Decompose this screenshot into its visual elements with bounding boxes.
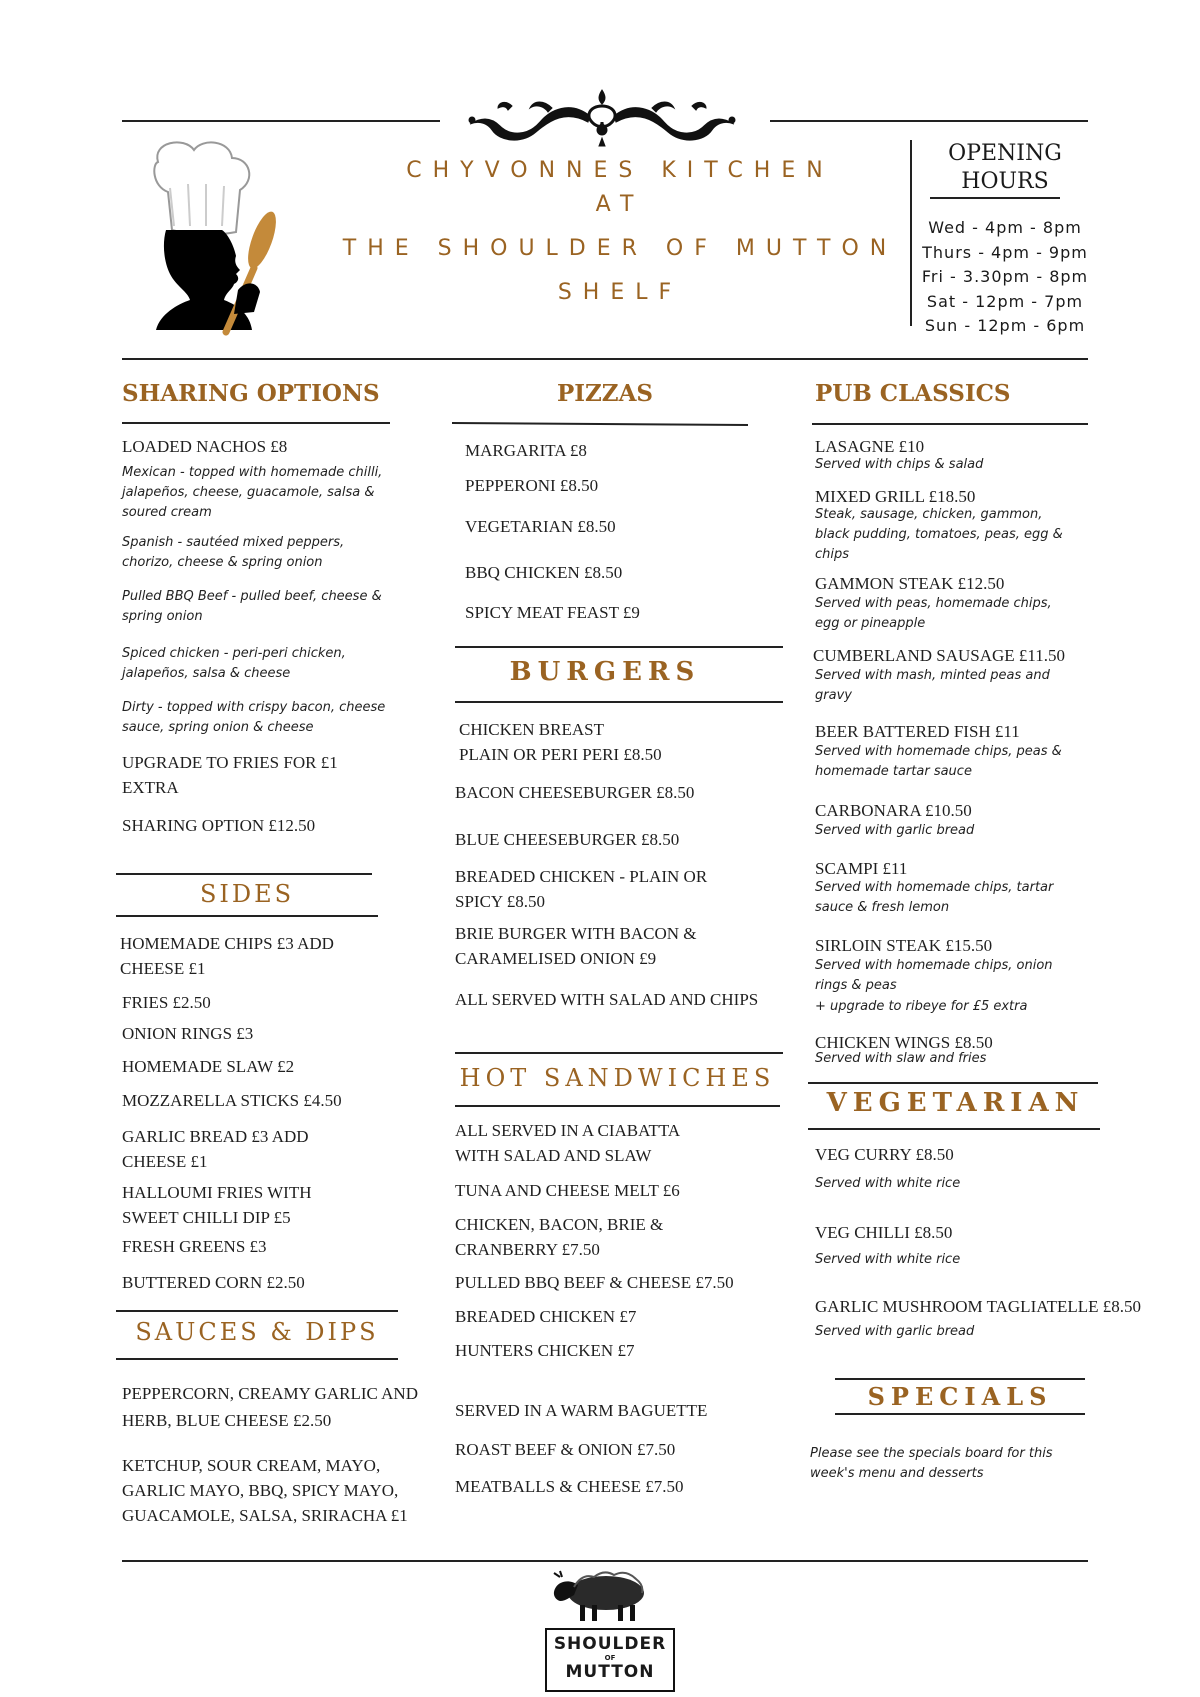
vegetarian-top-rule [808, 1082, 1098, 1084]
sandwich-tuna-melt: TUNA AND CHEESE MELT £6 [455, 1181, 680, 1200]
pizza-spicy-meat-feast: SPICY MEAT FEAST £9 [465, 603, 640, 622]
hours-divider [910, 140, 912, 326]
opening-hours-line-1: OPENING [948, 141, 1062, 166]
pub-classics-heading: PUB CLASSICS [815, 380, 1011, 407]
veg-chilli-desc: Served with white rice [815, 1252, 961, 1267]
pizza-bbq-chicken: BBQ CHICKEN £8.50 [465, 563, 623, 582]
sandwich-hunters-chicken: HUNTERS CHICKEN £7 [455, 1341, 635, 1360]
side-homemade-slaw: HOMEMADE SLAW £2 [122, 1057, 295, 1076]
sheep-icon [548, 1565, 654, 1623]
baguette-meatballs: MEATBALLS & CHEESE £7.50 [455, 1477, 684, 1496]
top-rule-left [122, 120, 440, 122]
classic-gammon-steak: GAMMON STEAK £12.50 [815, 574, 1005, 593]
title-line-1: CHYVONNES KITCHEN [406, 158, 834, 183]
veg-curry: VEG CURRY £8.50 [815, 1145, 954, 1164]
title-line-2: AT [595, 192, 645, 217]
sides-bottom-rule [116, 915, 378, 917]
burger-chicken-breast-options: PLAIN OR PERI PERI £8.50 [459, 745, 662, 764]
classic-chicken-wings-desc: Served with slaw and fries [815, 1051, 987, 1066]
pizza-pepperoni: PEPPERONI £8.50 [465, 476, 599, 495]
hours-underline [930, 197, 1060, 199]
sauces-heading: SAUCES & DIPS [135, 1318, 379, 1346]
classic-sirloin-steak-desc: Served with homemade chips, onion rings & peas [815, 958, 1053, 993]
baguette-roast-beef: ROAST BEEF & ONION £7.50 [455, 1440, 676, 1459]
pizzas-heading: PIZZAS [556, 380, 654, 407]
hours-thurs: Thurs - 4pm - 9pm [922, 243, 1088, 262]
side-garlic-bread: GARLIC BREAD £3 ADD CHEESE £1 [122, 1127, 309, 1171]
sandwich-pulled-bbq-beef: PULLED BBQ BEEF & CHEESE £7.50 [455, 1273, 734, 1292]
veg-garlic-mushroom-tagliatelle: GARLIC MUSHROOM TAGLIATELLE £8.50 [815, 1297, 1142, 1316]
sauces-standard: KETCHUP, SOUR CREAM, MAYO, GARLIC MAYO, BBQ, SPICY MAYO, GUACAMOLE, SALSA, SRIRACHA £1 [122, 1456, 408, 1525]
menu-item-upgrade-fries: UPGRADE TO FRIES FOR £1 EXTRA [122, 753, 338, 797]
sauces-premium: PEPPERCORN, CREAMY GARLIC AND HERB, BLUE CHEESE £2.50 [122, 1384, 418, 1430]
pizzas-heading-rule [452, 422, 748, 426]
side-halloumi-fries: HALLOUMI FRIES WITH SWEET CHILLI DIP £5 [122, 1183, 312, 1227]
sandwiches-baguette-intro: SERVED IN A WARM BAGUETTE [455, 1401, 708, 1420]
burgers-heading: BURGERS [509, 657, 701, 687]
flourish-ornament-icon [452, 86, 752, 148]
sharing-options-heading: SHARING OPTIONS [122, 380, 380, 407]
classic-chicken-wings: CHICKEN WINGS £8.50 [815, 1033, 993, 1052]
specials-top-rule [835, 1378, 1085, 1380]
sandwiches-top-rule [455, 1052, 783, 1054]
side-mozzarella-sticks: MOZZARELLA STICKS £4.50 [122, 1091, 342, 1110]
veg-curry-desc: Served with white rice [815, 1176, 961, 1191]
classic-mixed-grill: MIXED GRILL £18.50 [815, 487, 976, 506]
header-bottom-rule [122, 358, 1088, 360]
classic-cumberland-sausage: CUMBERLAND SAUSAGE £11.50 [813, 646, 1066, 665]
classic-scampi: SCAMPI £11 [815, 859, 908, 878]
pizza-margarita: MARGARITA £8 [465, 441, 587, 460]
sides-heading: SIDES [199, 880, 295, 908]
sandwiches-ciabatta-intro: ALL SERVED IN A CIABATTA WITH SALAD AND SLAW [455, 1121, 680, 1165]
nachos-desc-bbq: Pulled BBQ Beef - pulled beef, cheese & spring onion [122, 589, 382, 624]
classic-carbonara-desc: Served with garlic bread [815, 823, 975, 838]
side-buttered-corn: BUTTERED CORN £2.50 [122, 1273, 305, 1292]
top-rule-right [770, 120, 1088, 122]
hours-sat: Sat - 12pm - 7pm [926, 292, 1084, 311]
classic-sirloin-upgrade: + upgrade to ribeye for £5 extra [815, 999, 1028, 1014]
specials-heading: SPECIALS [867, 1382, 1053, 1411]
sandwich-chicken-bacon-brie: CHICKEN, BACON, BRIE & CRANBERRY £7.50 [455, 1215, 664, 1259]
vegetarian-bottom-rule [808, 1128, 1100, 1130]
nachos-desc-mexican: Mexican - topped with homemade chilli, jalapeños, cheese, guacamole, salsa & soured cream [122, 465, 383, 520]
menu-item-loaded-nachos: LOADED NACHOS £8 [122, 437, 288, 456]
menu-item-sharing-option: SHARING OPTION £12.50 [122, 816, 316, 835]
burger-blue-cheeseburger: BLUE CHEESEBURGER £8.50 [455, 830, 680, 849]
classic-lasagne: LASAGNE £10 [815, 437, 925, 456]
sandwiches-bottom-rule [455, 1105, 780, 1107]
classic-lasagne-desc: Served with chips & salad [815, 457, 984, 472]
classic-beer-battered-fish: BEER BATTERED FISH £11 [815, 722, 1020, 741]
burger-brie: BRIE BURGER WITH BACON & CARAMELISED ONION £9 [455, 924, 697, 968]
nachos-desc-spiced: Spiced chicken - peri-peri chicken, jalapeños, salsa & cheese [122, 646, 346, 681]
side-homemade-chips: HOMEMADE CHIPS £3 ADD CHEESE £1 [120, 934, 334, 978]
classic-gammon-steak-desc: Served with peas, homemade chips, egg or pineapple [815, 596, 1052, 631]
footer-rule [122, 1560, 1088, 1562]
sandwich-breaded-chicken: BREADED CHICKEN £7 [455, 1307, 637, 1326]
classic-sirloin-steak: SIRLOIN STEAK £15.50 [815, 936, 993, 955]
classic-carbonara: CARBONARA £10.50 [815, 801, 972, 820]
sandwiches-heading: HOT SANDWICHES [459, 1064, 776, 1092]
burger-breaded-chicken: BREADED CHICKEN - PLAIN OR SPICY £8.50 [455, 867, 708, 911]
classic-cumberland-sausage-desc: Served with mash, minted peas and gravy [815, 668, 1050, 703]
sauces-bottom-rule [116, 1358, 398, 1360]
pub-classics-heading-rule [812, 423, 1088, 425]
classic-mixed-grill-desc: Steak, sausage, chicken, gammon, black pudding, tomatoes, peas, egg & chips [815, 507, 1063, 562]
burger-chicken-breast: CHICKEN BREAST [459, 720, 604, 739]
hours-sun: Sun - 12pm - 6pm [924, 316, 1086, 335]
pizza-vegetarian: VEGETARIAN £8.50 [465, 517, 616, 536]
nachos-desc-dirty: Dirty - topped with crispy bacon, cheese sauce, spring onion & cheese [122, 700, 386, 735]
veg-garlic-mushroom-desc: Served with garlic bread [815, 1324, 975, 1339]
side-onion-rings: ONION RINGS £3 [122, 1024, 254, 1043]
classic-beer-battered-fish-desc: Served with homemade chips, peas & homemade tartar sauce [815, 744, 1062, 779]
side-fries: FRIES £2.50 [122, 993, 211, 1012]
sauces-top-rule [116, 1310, 398, 1312]
footer-logo-line-1: SHOULDER [553, 1634, 667, 1654]
specials-bottom-rule [835, 1413, 1085, 1415]
sharing-heading-rule [122, 422, 390, 424]
burgers-served-with: ALL SERVED WITH SALAD AND CHIPS [455, 990, 759, 1009]
burgers-top-rule [455, 646, 783, 648]
specials-note: Please see the specials board for this week's menu and desserts [810, 1446, 1053, 1481]
classic-scampi-desc: Served with homemade chips, tartar sauce & fresh lemon [815, 880, 1054, 915]
title-line-4: SHELF [557, 280, 683, 305]
opening-hours-line-2: HOURS [961, 169, 1049, 194]
hours-fri: Fri - 3.30pm - 8pm [921, 267, 1089, 286]
sides-top-rule [116, 873, 372, 875]
burgers-bottom-rule [455, 701, 783, 703]
footer-logo-box [545, 1628, 675, 1692]
opening-hours-title [925, 140, 1085, 196]
chef-silhouette-icon [130, 140, 310, 340]
footer-logo-line-2: OF [604, 1654, 616, 1662]
burger-bacon-cheeseburger: BACON CHEESEBURGER £8.50 [455, 783, 695, 802]
title-line-3: THE SHOULDER OF MUTTON [342, 236, 898, 261]
footer-logo-line-3: MUTTON [565, 1662, 655, 1682]
hours-wed: Wed - 4pm - 8pm [928, 218, 1082, 237]
vegetarian-heading: VEGETARIAN [826, 1088, 1085, 1118]
nachos-desc-spanish: Spanish - sautéed mixed peppers, chorizo, cheese & spring onion [122, 535, 345, 570]
side-fresh-greens: FRESH GREENS £3 [122, 1237, 267, 1256]
veg-chilli: VEG CHILLI £8.50 [815, 1223, 953, 1242]
